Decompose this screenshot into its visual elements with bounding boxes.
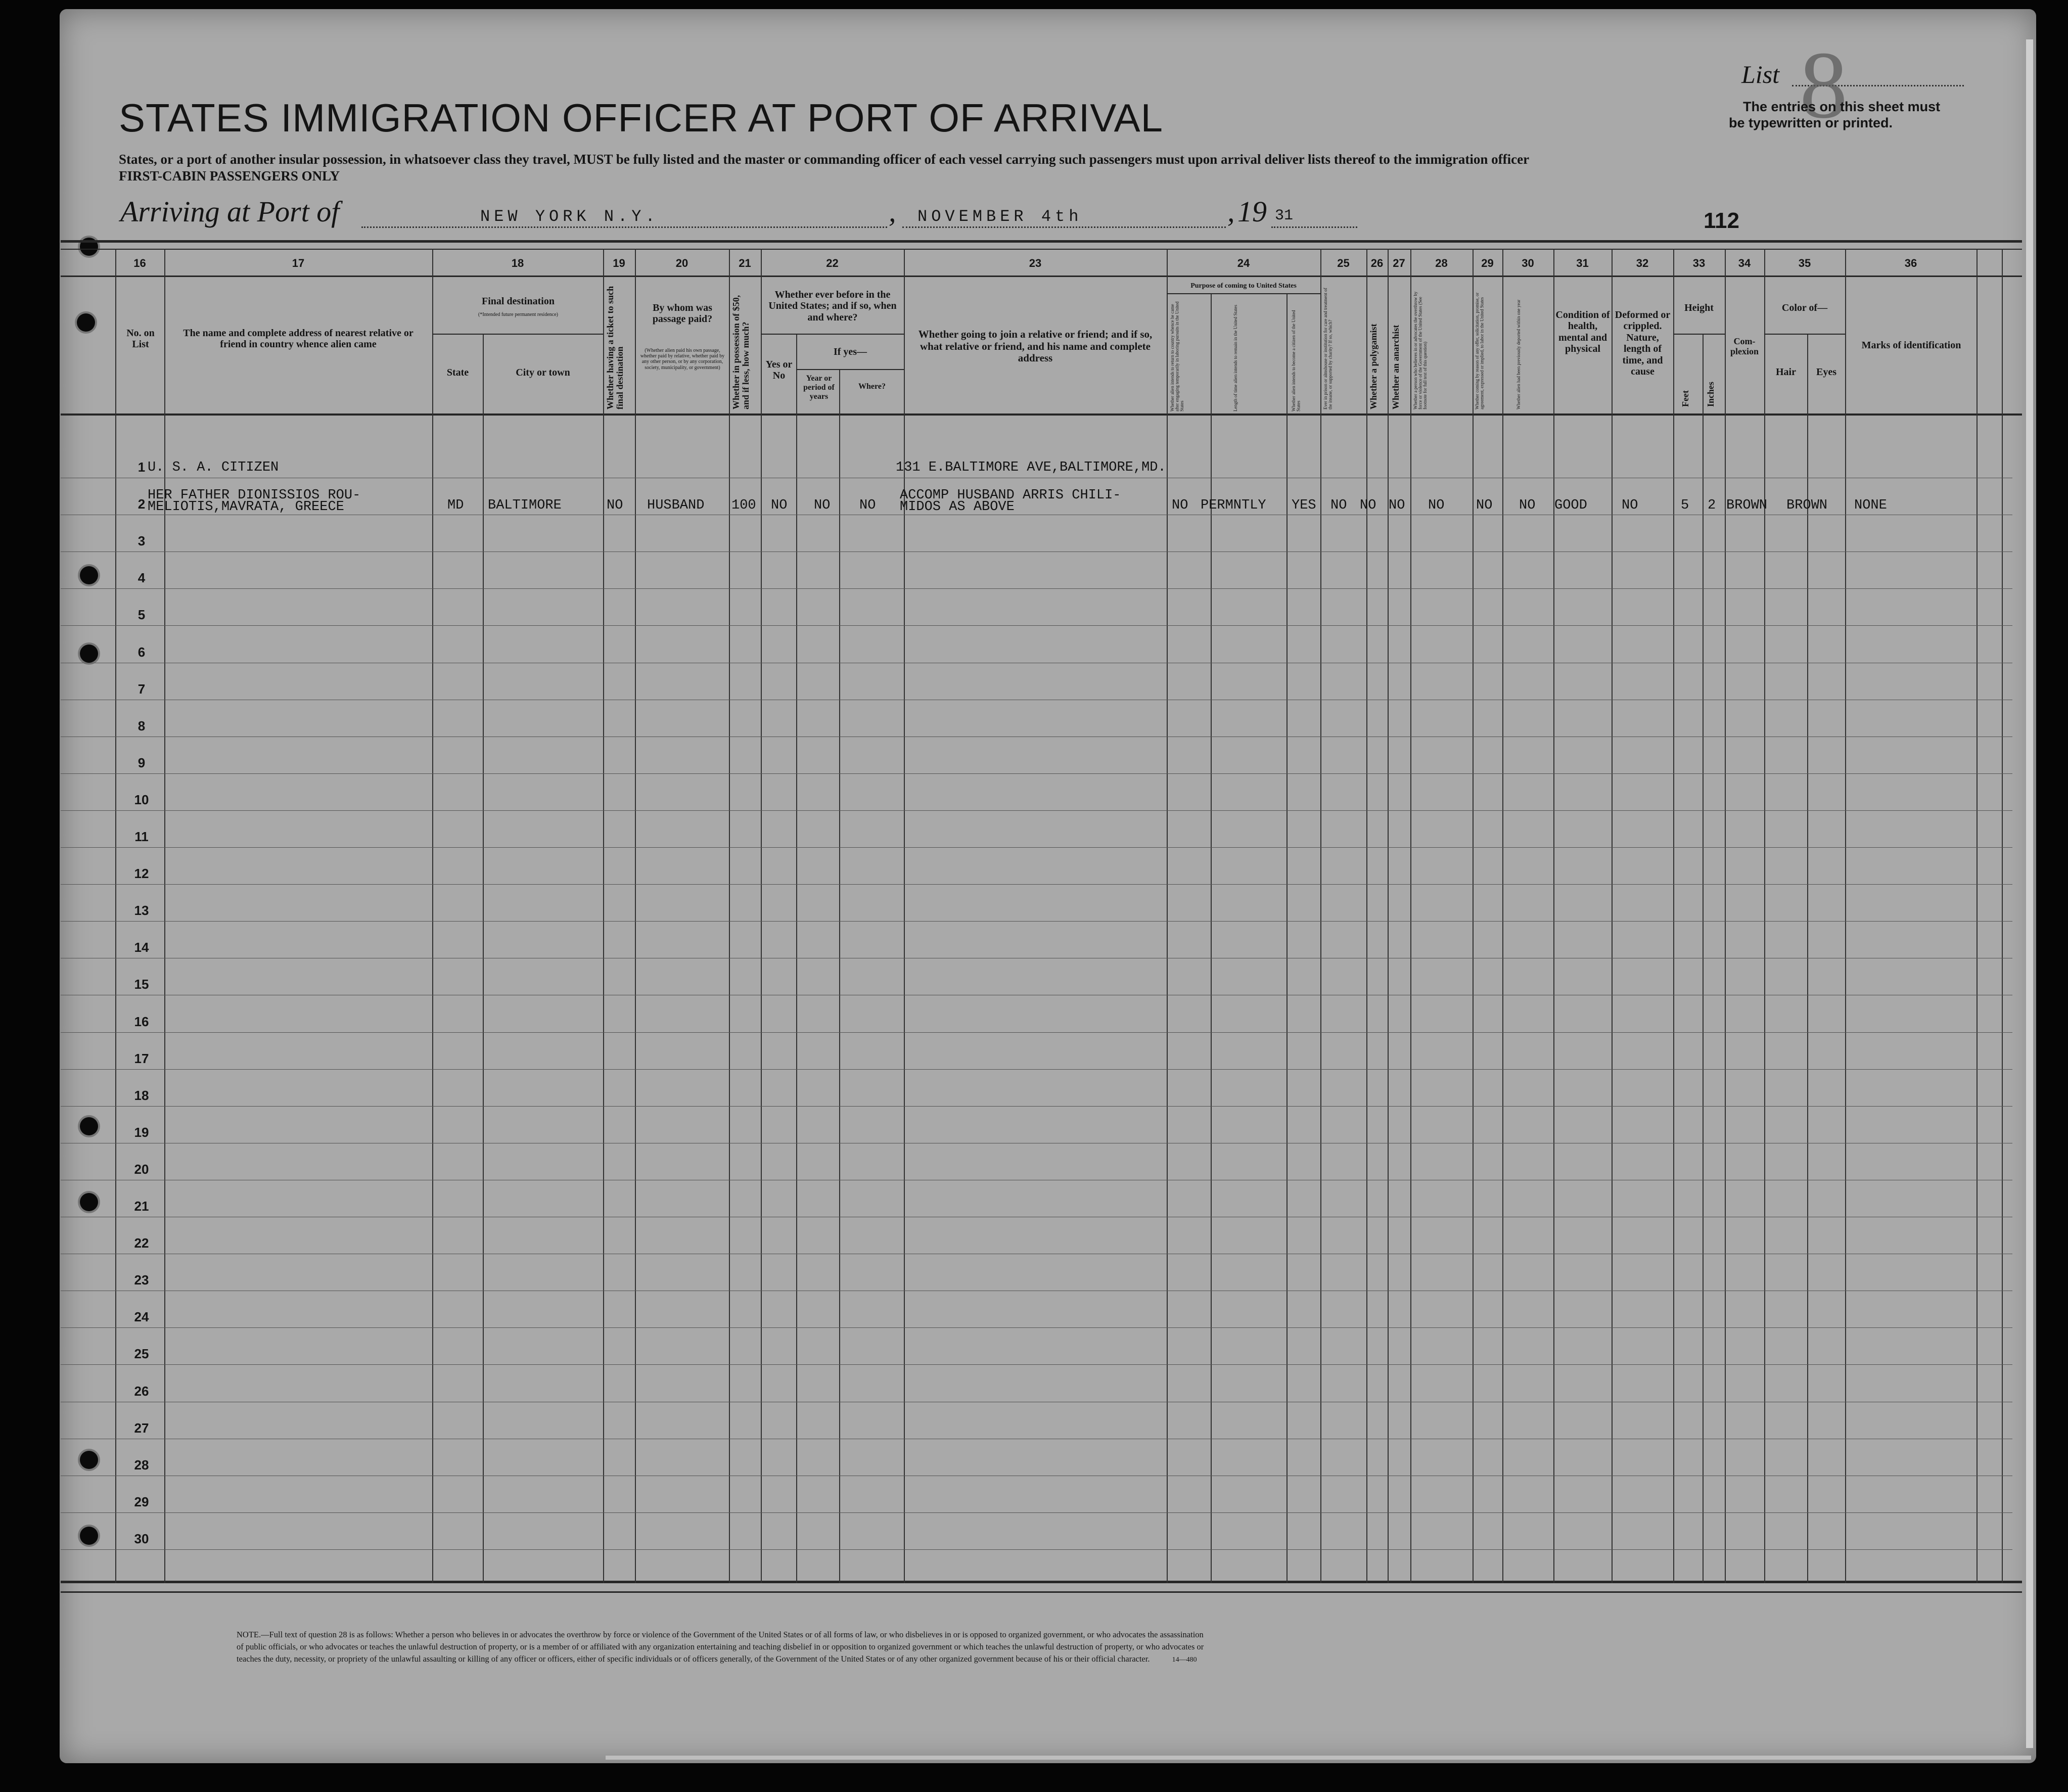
- header-purpose-length: Length of time alien intends to remain in the United States: [1233, 305, 1238, 411]
- row2-year: NO: [814, 498, 831, 513]
- class-line: FIRST-CABIN PASSENGERS ONLY: [119, 168, 340, 183]
- header-money: Whether in possession of $50, and if less, how much?: [731, 295, 751, 409]
- arriving-label: Arriving at Port of: [120, 195, 340, 228]
- column-line: [1388, 249, 1389, 1583]
- column-line: [115, 249, 116, 1583]
- rule: [61, 413, 2022, 416]
- header-question-28: Whether a person who believes in or advocates the overthrow by force or violence of the Government of the United States (See footnote for full text of this question): [1413, 291, 1428, 409]
- column-line: [1612, 249, 1613, 1583]
- header-where: Where?: [858, 382, 886, 391]
- row1-address: 131 E.BALTIMORE AVE,BALTIMORE,MD.: [896, 460, 1166, 475]
- column-number: 16: [133, 257, 146, 269]
- row-line: [61, 1549, 2012, 1550]
- row2-joining-line1: ACCOMP HUSBAND ARRIS CHILI-: [900, 488, 1121, 503]
- column-line: [1673, 249, 1674, 1583]
- row2-polygamist: NO: [1360, 498, 1376, 513]
- row2-money: 100: [731, 498, 756, 513]
- rule: [61, 240, 2022, 243]
- header-deformed: Deformed or crippled. Nature, length of time, and cause: [1615, 309, 1671, 377]
- form-title: STATES IMMIGRATION OFFICER AT PORT OF ARRIVAL: [119, 96, 1164, 140]
- row-number: 13: [134, 903, 149, 918]
- row-line: [61, 810, 2012, 811]
- row2-prison: NO: [1330, 498, 1347, 513]
- header-final-destination-note: (*Intended future permanent residence): [478, 312, 558, 317]
- header-state: State: [446, 367, 469, 378]
- column-line: [1977, 249, 1978, 1583]
- column-number: 35: [1798, 257, 1811, 269]
- column-line: [603, 249, 604, 1583]
- column-number: 26: [1370, 257, 1384, 269]
- year-line: [1271, 226, 1357, 228]
- column-number: 34: [1738, 257, 1751, 269]
- header-year-period: Year or period of years: [803, 374, 835, 401]
- row2-health: GOOD: [1554, 498, 1587, 513]
- binder-hole: [80, 566, 98, 584]
- rule: [61, 1591, 2022, 1593]
- header-final-destination: Final destination: [482, 296, 555, 307]
- header-inches: Inches: [1706, 381, 1716, 407]
- column-line: [1211, 293, 1212, 1583]
- row2-relative-line1: HER FATHER DIONISSIOS ROU-: [148, 488, 361, 503]
- year-prefix: 19: [1237, 195, 1267, 228]
- row-number: 2: [137, 496, 146, 512]
- row-number: 14: [134, 940, 149, 955]
- rule: [61, 275, 2022, 277]
- binder-hole: [77, 313, 95, 332]
- column-line: [1807, 334, 1808, 1583]
- list-label: List: [1741, 60, 1780, 88]
- header-passage-paid: By whom was passage paid?: [652, 302, 713, 325]
- row-line: [61, 884, 2012, 885]
- column-line: [1366, 249, 1367, 1583]
- row2-marks: NONE: [1854, 498, 1887, 513]
- column-number: 36: [1904, 257, 1917, 269]
- row2-state: MD: [447, 498, 464, 513]
- row-number: 29: [134, 1494, 149, 1509]
- row-line: [61, 1364, 2012, 1365]
- comma: ,: [1227, 195, 1235, 228]
- column-line: [1167, 249, 1168, 1583]
- column-line: [483, 334, 484, 1583]
- column-line: [1553, 249, 1554, 1583]
- entries-note-line-2: be typewritten or printed.: [1729, 115, 1893, 130]
- row-number: 28: [134, 1457, 149, 1473]
- binder-hole: [80, 1527, 98, 1545]
- binder-hole: [80, 1117, 98, 1135]
- row-number: 1: [137, 460, 146, 475]
- column-number: 17: [292, 257, 305, 269]
- row2-question-29: NO: [1476, 498, 1493, 513]
- header-if-yes: If yes—: [833, 346, 867, 357]
- header-prison: Ever in prison or almshouse or institution for care and treatment of the insane, or supported by charity? If so, which?: [1323, 288, 1333, 409]
- row-line: [61, 1106, 2012, 1107]
- header-before-us: Whether ever before in the United States; and if so, when and where?: [768, 289, 897, 323]
- column-number: 29: [1481, 257, 1494, 269]
- comma: ,: [889, 195, 896, 228]
- row-number: 17: [134, 1051, 149, 1066]
- column-number: 33: [1692, 257, 1706, 269]
- form-subtitle: States, or a port of another insular possession, in whatsoever class they travel, MUST be fully listed and the master or commanding officer of each vessel carrying such passengers must upon arrival deliver lists thereof to the immigration officer: [119, 152, 1530, 167]
- row-number: 20: [134, 1162, 149, 1177]
- row2-relative-line2: MELIOTIS,MAVRATA, GREECE: [148, 499, 344, 515]
- row2-complexion: BROWN: [1726, 498, 1768, 513]
- header-divider: [761, 334, 904, 335]
- row-number: 4: [137, 570, 146, 585]
- header-divider: [1673, 334, 1725, 335]
- header-hair: Hair: [1776, 366, 1796, 378]
- column-line: [2002, 249, 2003, 1583]
- binder-hole: [80, 645, 98, 663]
- header-eyes: Eyes: [1816, 366, 1836, 378]
- row-number: 7: [137, 681, 146, 697]
- rule: [61, 1581, 2022, 1583]
- year-suffix: 31: [1275, 207, 1294, 224]
- row-number: 23: [134, 1272, 149, 1288]
- sheet-edge: [2026, 39, 2033, 1748]
- row-number: 3: [137, 533, 146, 548]
- row-number: 15: [134, 977, 149, 992]
- column-number: 21: [739, 257, 751, 269]
- column-line: [432, 249, 433, 1583]
- footnote: [237, 1629, 1212, 1665]
- column-number: 32: [1636, 257, 1649, 269]
- row1-relative: U. S. A. CITIZEN: [148, 460, 279, 475]
- column-line: [729, 249, 730, 1583]
- column-number: 25: [1337, 257, 1350, 269]
- column-line: [904, 249, 905, 1583]
- binder-hole: [80, 1451, 98, 1469]
- header-purpose-return: Whether alien intends to return to country whence he came after engaging temporarily in laboring pursuits in the United States: [1170, 301, 1184, 411]
- column-number: 23: [1029, 257, 1042, 269]
- header-city: City or town: [516, 367, 570, 378]
- header-divider: [1167, 293, 1320, 294]
- arrival-date: NOVEMBER 4th: [917, 207, 1083, 226]
- column-line: [796, 334, 797, 1583]
- row-line: [61, 847, 2012, 848]
- row-number: 27: [134, 1420, 149, 1436]
- row-number: 6: [137, 645, 146, 660]
- column-number: 18: [511, 257, 524, 269]
- port-name: NEW YORK N.Y.: [480, 207, 659, 226]
- header-question-30: Whether alien had been previously deported within one year: [1516, 299, 1521, 409]
- row2-feet: 5: [1681, 498, 1689, 513]
- column-line: [1320, 249, 1321, 1583]
- header-divider: [1764, 334, 1845, 335]
- row2-anarchist: NO: [1389, 498, 1405, 513]
- row-number: 19: [134, 1125, 149, 1140]
- header-marks: Marks of identification: [1861, 340, 1961, 351]
- header-divider: [432, 334, 603, 335]
- row2-joining-line2: MIDOS AS ABOVE: [900, 499, 1015, 515]
- page-number: 112: [1704, 208, 1739, 233]
- row-number: 30: [134, 1531, 149, 1546]
- column-number: 22: [826, 257, 839, 269]
- header-color-of: Color of—: [1781, 302, 1828, 313]
- column-line: [1502, 249, 1503, 1583]
- row-line: [61, 773, 2012, 774]
- header-ticket: Whether having a ticket to such final destination: [605, 286, 625, 409]
- column-number: 20: [675, 257, 688, 269]
- row-number: 12: [134, 866, 149, 881]
- header-health: Condition of health, mental and physical: [1555, 309, 1610, 355]
- column-line: [1845, 249, 1846, 1583]
- row-line: [61, 625, 2012, 626]
- sheet-edge-bottom: [606, 1756, 2031, 1760]
- row-number: 22: [134, 1235, 149, 1251]
- row-line: [61, 1032, 2012, 1033]
- rule: [61, 249, 2022, 250]
- column-line: [1286, 293, 1288, 1583]
- row-number: 16: [134, 1014, 149, 1029]
- row2-question-28: NO: [1428, 498, 1445, 513]
- row2-ticket: NO: [607, 498, 623, 513]
- row-line: [61, 1327, 2012, 1328]
- row-line: [61, 1512, 2012, 1513]
- column-line: [1473, 249, 1474, 1583]
- row-line: [61, 921, 2012, 922]
- row2-citizen: YES: [1292, 498, 1316, 513]
- column-number: 24: [1237, 257, 1250, 269]
- column-line: [761, 249, 762, 1583]
- header-anarchist: Whether an anarchist: [1391, 325, 1401, 409]
- column-line: [1725, 249, 1726, 1583]
- row2-city: BALTIMORE: [488, 498, 562, 513]
- column-line: [1703, 334, 1704, 1583]
- list-number: 8: [1800, 32, 1848, 139]
- header-yes-no: Yes or No: [765, 359, 793, 382]
- row-number: 18: [134, 1088, 149, 1103]
- header-purpose-citizen: Whether alien intends to become a citizen of the United States: [1291, 310, 1301, 411]
- port-line: [361, 226, 887, 228]
- column-line: [635, 249, 636, 1583]
- row2-paid-by: HUSBAND: [647, 498, 705, 513]
- row-number: 21: [134, 1199, 149, 1214]
- header-passage-paid-note: (Whether alien paid his own passage, whether paid by relative, whether paid by any other person, or by any corporation, society, municipality, or government): [640, 348, 725, 371]
- row2-where: NO: [859, 498, 876, 513]
- header-no-on-list: No. on List: [126, 328, 155, 350]
- row-number: 9: [137, 755, 146, 770]
- row-line: [61, 1069, 2012, 1070]
- column-number: 27: [1393, 257, 1405, 269]
- column-number: 30: [1522, 257, 1534, 269]
- row2-inches: 2: [1708, 498, 1716, 513]
- column-number: 31: [1576, 257, 1589, 269]
- header-feet: Feet: [1680, 390, 1690, 407]
- manifest-sheet: [60, 9, 2036, 1763]
- row-number: 11: [134, 829, 149, 844]
- form-number: 14—480: [1172, 1656, 1197, 1664]
- row2-return: NO: [1172, 498, 1188, 513]
- row2-length: PERMNTLY: [1201, 498, 1266, 513]
- column-number: 28: [1435, 257, 1448, 269]
- row-number: 8: [137, 718, 146, 733]
- header-relative-abroad: The name and complete address of nearest relative or friend in country whence alien came: [183, 328, 413, 350]
- header-question-29: Whether coming by reason of any offer, solicitation, promise, or agreement, expressed or implied, to labor in the United States: [1475, 292, 1485, 409]
- header-complexion: Com-plexion: [1730, 336, 1759, 357]
- header-purpose: Purpose of coming to United States: [1190, 282, 1297, 290]
- row-number: 26: [134, 1384, 149, 1399]
- row-number: 24: [134, 1309, 149, 1324]
- binder-hole: [80, 1193, 98, 1211]
- row2-before: NO: [771, 498, 788, 513]
- header-height: Height: [1684, 302, 1714, 313]
- footnote-text: NOTE.—Full text of question 28 is as follows: Whether a person who believes in or advocates the overthrow by force or violence of the Government of the United States or of all forms of law, or who disbelieves in or is opposed to organized government, or who advocates the assassination of public officials, or who advocates or teaches the unlawful destruction of property, or is a member of or affiliated with any organization entertaining and teaching disbelief in or opposition to organized government or which teaches the unlawful destruction of property, or who advocates or teaches the duty, necessity, or propriety of the unlawful assaulting or killing of any officer or officers, either of specific individuals or of officers generally, of the Government of the United States or of any other organized government because of his or their official character.: [237, 1630, 1204, 1664]
- date-line: [902, 226, 1226, 228]
- row-number: 25: [134, 1346, 149, 1361]
- row-number: 5: [137, 607, 146, 622]
- column-line: [1410, 249, 1411, 1583]
- entries-note-line-1: The entries on this sheet must: [1743, 99, 1941, 114]
- header-polygamist: Whether a polygamist: [1368, 324, 1378, 409]
- column-line: [1764, 249, 1765, 1583]
- row-line: [61, 588, 2012, 589]
- header-joining: Whether going to join a relative or friend; and if so, what relative or friend, and his name and complete address: [918, 328, 1153, 364]
- row2-question-30: NO: [1519, 498, 1536, 513]
- row2-hair: BROWN: [1786, 498, 1828, 513]
- row-number: 10: [134, 792, 149, 807]
- column-number: 19: [613, 257, 625, 269]
- row2-deformed: NO: [1622, 498, 1638, 513]
- header-divider: [796, 369, 904, 370]
